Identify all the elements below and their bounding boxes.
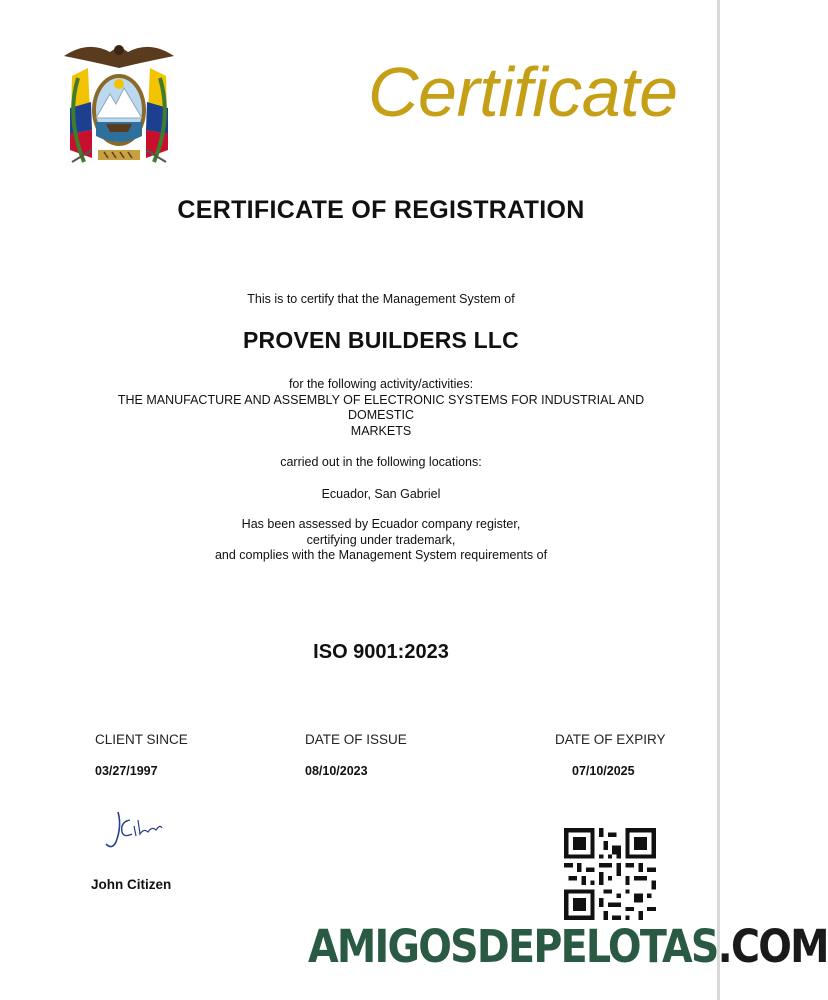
intro-text: This is to certify that the Management System of bbox=[247, 292, 515, 306]
national-coat-of-arms-icon bbox=[58, 38, 180, 172]
location-text: Ecuador, San Gabriel bbox=[321, 487, 441, 501]
issue-date-label: DATE OF ISSUE bbox=[305, 732, 407, 747]
handwritten-signature bbox=[100, 806, 170, 856]
watermark-suffix: .COM bbox=[717, 920, 828, 973]
iso-standard: ISO 9001:2023 bbox=[313, 641, 449, 663]
qr-code-icon bbox=[564, 828, 656, 920]
signatory-name: John Citizen bbox=[91, 877, 172, 892]
activity-block bbox=[0, 377, 762, 439]
locations-lead: carried out in the following locations: bbox=[280, 455, 482, 469]
company-name: PROVEN BUILDERS LLC bbox=[243, 327, 519, 353]
expiry-date-value: 07/10/2025 bbox=[572, 764, 635, 778]
certificate-heading: Certificate bbox=[368, 53, 678, 131]
client-since-value: 03/27/1997 bbox=[95, 764, 158, 778]
activity-line: MARKETS bbox=[350, 423, 412, 438]
assessment-line: and complies with the Management System requirements of bbox=[214, 548, 548, 562]
activity-line: THE MANUFACTURE AND ASSEMBLY OF ELECTRONIC SYSTEMS FOR INDUSTRIAL AND bbox=[117, 392, 645, 407]
watermark-main: AMIGOSDEPELOTAS bbox=[308, 920, 718, 973]
activity-lead: for the following activity/activities: bbox=[288, 377, 474, 391]
activity-line: DOMESTIC bbox=[348, 408, 414, 422]
document-title: CERTIFICATE OF REGISTRATION bbox=[177, 196, 585, 224]
site-watermark bbox=[308, 920, 828, 973]
client-since-label: CLIENT SINCE bbox=[95, 732, 188, 747]
issue-date-value: 08/10/2023 bbox=[305, 764, 368, 778]
assessment-block bbox=[0, 517, 762, 564]
assessment-line: Has been assessed by Ecuador company register, bbox=[241, 517, 521, 531]
assessment-line: certifying under trademark, bbox=[306, 532, 456, 547]
expiry-date-label: DATE OF EXPIRY bbox=[555, 732, 666, 747]
